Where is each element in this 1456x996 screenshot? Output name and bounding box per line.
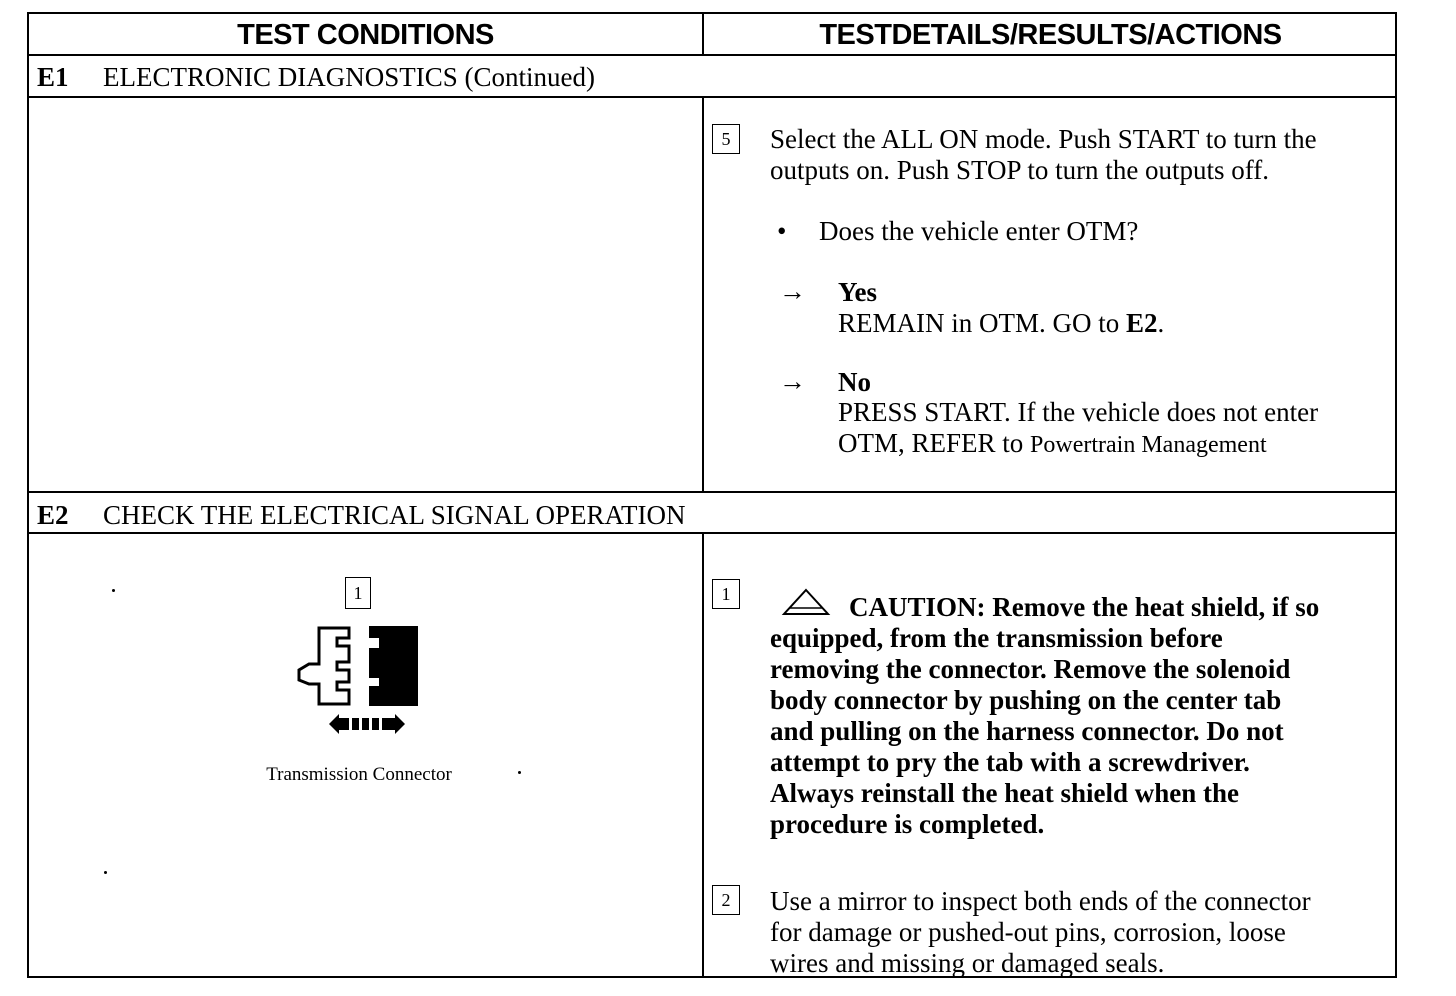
e1-yes-suffix: .: [1157, 308, 1165, 338]
e1-no-label: No: [838, 367, 871, 397]
e1-step-number: 5: [712, 124, 740, 154]
header-test-conditions: TEST CONDITIONS: [237, 18, 494, 51]
e2-step1-number: 1: [712, 579, 740, 609]
e1-step-text-line1: Select the ALL ON mode. Push START to turn the: [770, 124, 1317, 154]
transmission-connector-icon: [293, 622, 423, 752]
e1-yes-action-text: REMAIN in OTM. GO to: [838, 308, 1126, 338]
e1-no-action: [838, 397, 1318, 461]
e1-title: ELECTRONIC DIAGNOSTICS (Continued): [103, 62, 595, 92]
caution-line: attempt to pry the tab with a screwdriver.: [770, 747, 1250, 777]
arrow-right-icon: [395, 714, 405, 734]
e1-no-action-line2: [838, 428, 1318, 461]
diagnostic-table: [27, 12, 1397, 978]
e1-yes-action: [838, 308, 1164, 339]
caution-line: and pulling on the harness connector. Do not: [770, 716, 1284, 746]
e1-yes-target: E2: [1126, 308, 1158, 338]
e2-code: E2: [37, 500, 69, 530]
connector-outline-half: [299, 628, 349, 704]
caution-line: removing the connector. Remove the solenoid: [770, 654, 1291, 684]
e1-no-action-prefix: OTM, REFER to: [838, 428, 1031, 458]
caution-line: CAUTION: Remove the heat shield, if so: [849, 592, 1320, 622]
e1-step-text: [770, 124, 1317, 186]
caution-line: body connector by pushing on the center tab: [770, 685, 1282, 715]
step2-line: wires and missing or damaged seals.: [770, 948, 1165, 978]
figure-caption: Transmission Connector: [266, 764, 452, 785]
e1-no-action-line1: PRESS START. If the vehicle does not enter: [838, 397, 1319, 427]
caution-line: equipped, from the transmission before: [770, 623, 1223, 653]
connector-solid-half: [369, 626, 418, 706]
e2-title-divider: [29, 532, 1395, 534]
e1-column-divider: [702, 96, 704, 493]
print-speck: [518, 771, 521, 774]
arrow-right-icon: →: [779, 366, 806, 396]
e1-title-divider: [29, 96, 1395, 98]
step2-line: Use a mirror to inspect both ends of the connector: [770, 886, 1311, 916]
header-test-details: TESTDETAILS/RESULTS/ACTIONS: [819, 18, 1282, 51]
e1-question: Does the vehicle enter OTM?: [819, 216, 1139, 246]
e1-no-action-reference: Powertrain Management: [1030, 432, 1267, 458]
e1-code: E1: [37, 62, 69, 92]
step2-line: for damage or pushed-out pins, corrosion, loose: [770, 917, 1286, 947]
arrow-left-icon: [329, 714, 339, 734]
caution-line: procedure is completed.: [770, 809, 1045, 839]
e2-title: CHECK THE ELECTRICAL SIGNAL OPERATION: [103, 500, 686, 530]
e2-column-divider: [702, 532, 704, 978]
e2-step2-text: [770, 886, 1390, 979]
print-speck: [104, 871, 107, 874]
e2-section-title: [37, 500, 685, 531]
e1-step-text-line2: outputs on. Push STOP to turn the outputs off.: [770, 155, 1270, 185]
caution-line: Always reinstall the heat shield when the: [770, 778, 1240, 808]
e1-yes-label: Yes: [838, 277, 877, 307]
bullet-icon: •: [777, 216, 787, 246]
print-speck: [112, 589, 115, 592]
e2-step2-number: 2: [712, 885, 740, 915]
e1-section-title: [37, 62, 595, 93]
e1-bottom-divider: [29, 491, 1395, 493]
arrow-right-icon: →: [779, 276, 806, 306]
figure-step-number: 1: [345, 577, 371, 609]
e2-caution-text: [770, 592, 1380, 840]
